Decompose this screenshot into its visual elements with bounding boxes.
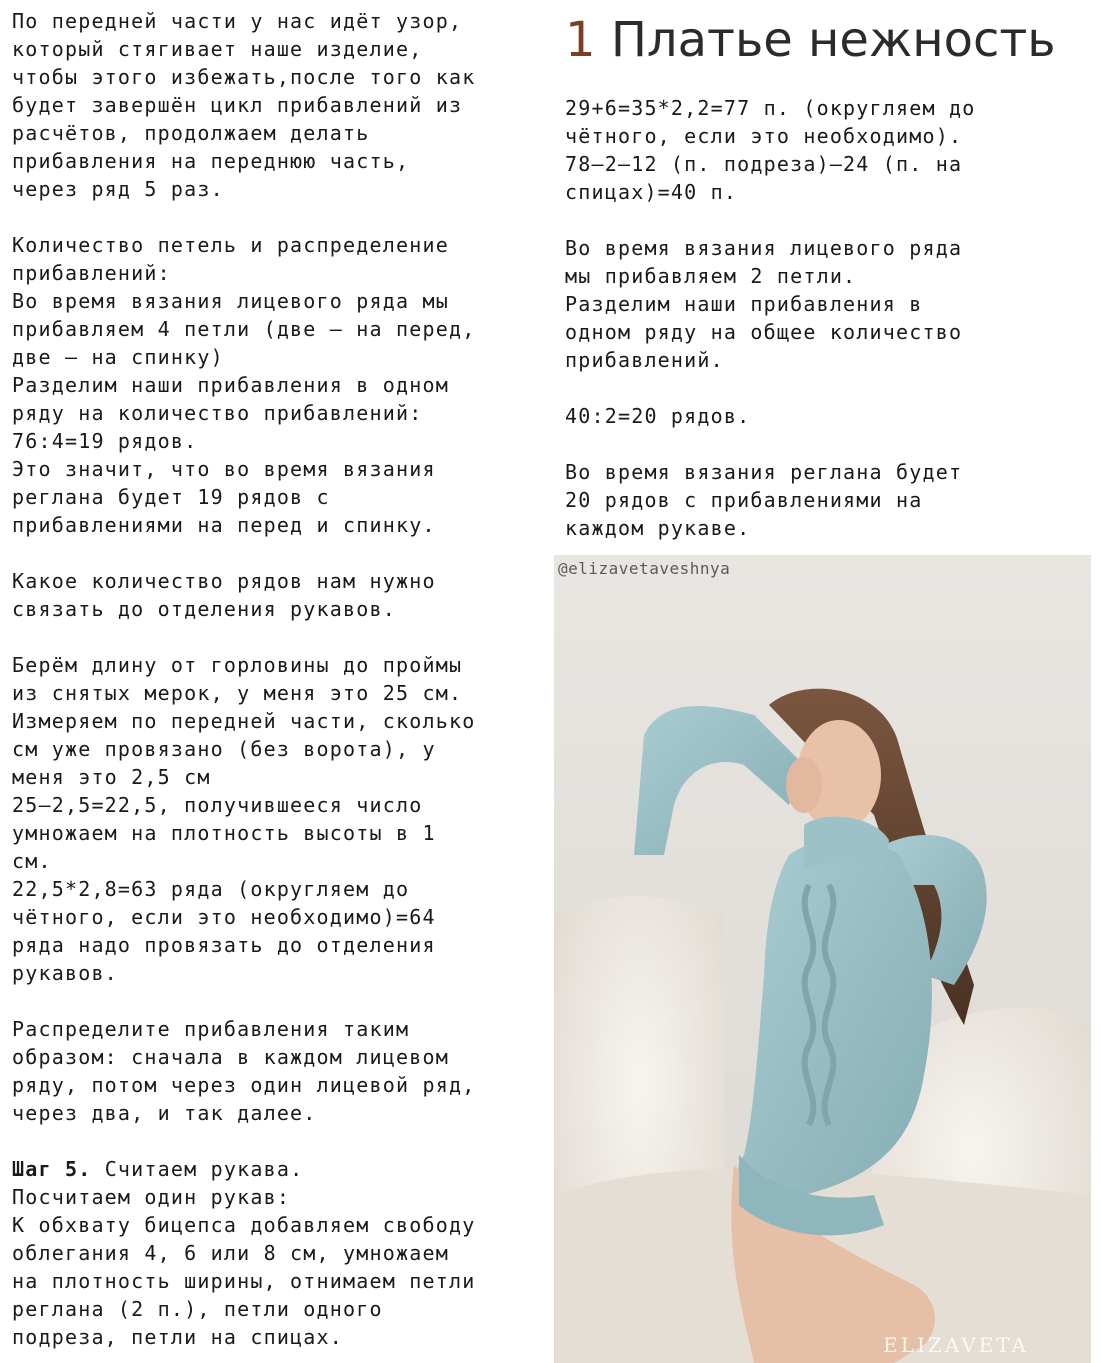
paragraph-length-calculation: Берём длину от горловины до проймы из снятых мерок, у меня это 25 см. Измеряем по передней части, сколько см уже провязано (без ворота), у меня это 2,5 см 25–2,5=22,5, получившееся число умножаем на плотность высоты в 1 см. 22,5*2,8=63 ряда (округляем до чётного, если это необходимо)=64 ряда надо провязать до отделения рукавов. bbox=[12, 653, 476, 985]
dress-photo bbox=[554, 555, 1091, 1363]
step-heading bbox=[12, 1155, 540, 1183]
dress-illustration bbox=[554, 555, 1091, 1363]
paragraph-sleeve-calculation: Посчитаем один рукав: К обхвату бицепса добавляем свободу облегания 4, 6 или 8 см, умножаем на плотность ширины, отнимаем петли реглана (2 п.), петли одного подреза, петли на спицах. bbox=[12, 1185, 476, 1349]
paragraph-raglan-rows: Во время вязания реглана будет 20 рядов с прибавлениями на каждом рукаве. bbox=[565, 460, 963, 540]
page-title bbox=[565, 10, 1056, 70]
right-text-column bbox=[565, 94, 1085, 542]
paragraph-distribute-increases: Распределите прибавления таким образом: сначала в каждом лицевом ряду, потом через один лицевой ряд, через два, и так далее. bbox=[12, 1017, 476, 1125]
hand bbox=[786, 757, 822, 813]
title-number: 1 bbox=[565, 12, 596, 68]
paragraph-sleeve-increase: Во время вязания лицевого ряда мы прибавляем 2 петли. Разделим наши прибавления в одном ряду на общее количество прибавлений. bbox=[565, 236, 963, 372]
paragraph-front-pattern: По передней части у нас идёт узор, который стягивает наше изделие, чтобы этого избежать,после того как будет завершён цикл прибавлений из расчётов, продолжаем делать прибавления на переднюю часть, через ряд 5 раз. bbox=[12, 9, 476, 201]
title-text: Платье нежность bbox=[610, 12, 1056, 68]
paragraph-rows-question: Какое количество рядов нам нужно связать до отделения рукавов. bbox=[12, 569, 436, 621]
left-text-column bbox=[12, 7, 540, 1351]
left-arm bbox=[634, 706, 804, 855]
paragraph-sleeve-rows: 40:2=20 рядов. bbox=[565, 404, 751, 428]
instagram-handle: @elizavetaveshnya bbox=[558, 559, 731, 578]
paragraph-sleeve-formula: 29+6=35*2,2=77 п. (округляем до чётного, если это необходимо). 78–2–12 (п. подреза)–24 (п. на спицах)=40 п. bbox=[565, 96, 976, 204]
step-title: Считаем рукава. bbox=[91, 1157, 304, 1181]
watermark-logo: ELIZAVETA bbox=[883, 1333, 1029, 1357]
paragraph-increase-distribution: Количество петель и распределение прибавлений: Во время вязания лицевого ряда мы прибавляем 4 петли (две – на перед, две – на спинку) Разделим наши прибавления в одном ряду на количество прибавлений: 76:4=19 рядов. Это значит, что во время вязания реглана будет 19 рядов с прибавлениями на перед и спинку. bbox=[12, 233, 476, 537]
step-label: Шаг 5. bbox=[12, 1157, 92, 1181]
